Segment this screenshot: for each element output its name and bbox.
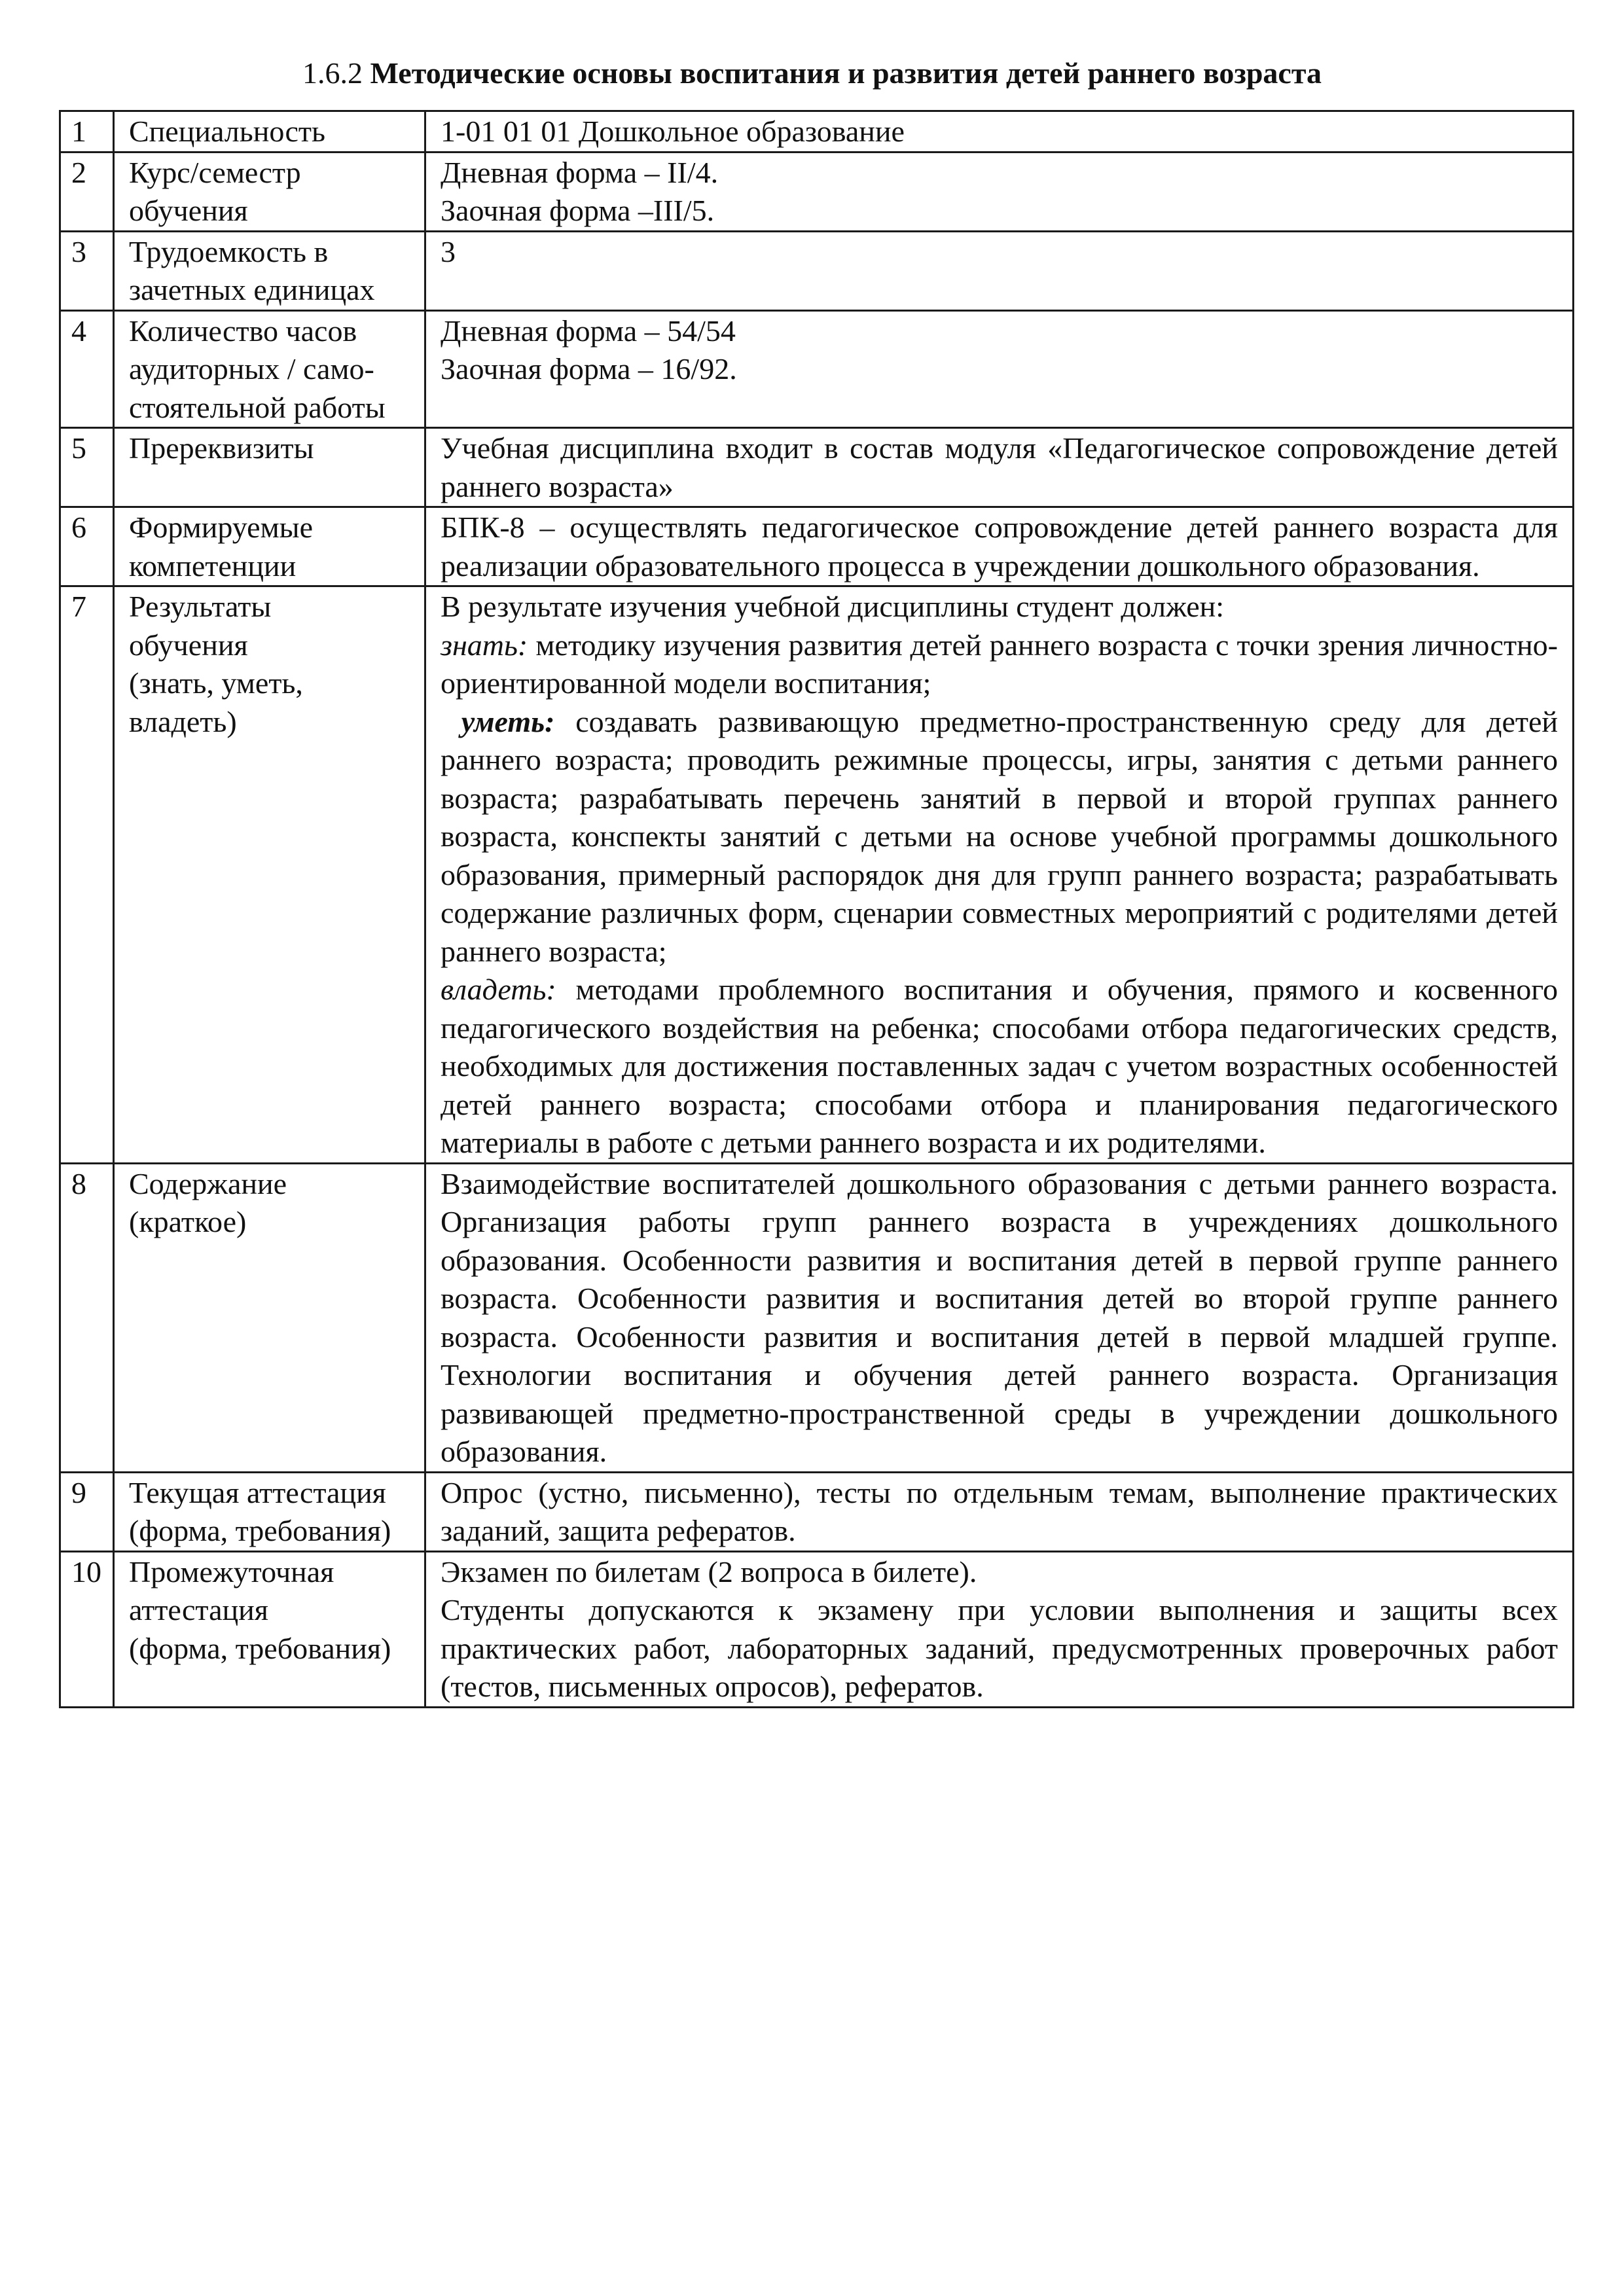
table-row — [60, 507, 1574, 586]
row-value: Дневная форма – 54/54 Заочная форма – 16/92. — [425, 310, 1574, 428]
row-label: Текущая аттестация (форма, требования) — [114, 1472, 425, 1551]
table-row — [60, 586, 1574, 1164]
table-row — [60, 310, 1574, 428]
table-row — [60, 231, 1574, 310]
row-number: 7 — [60, 586, 114, 1164]
own-label: владеть: — [441, 973, 556, 1006]
results-know: знать: методику изучения развития детей раннего возраста с точки зрения личностно-ориентированной модели воспитания; — [441, 628, 1558, 700]
row-label: Специальность — [114, 111, 425, 152]
row-number: 3 — [60, 231, 114, 310]
section-title: Методические основы воспитания и развития детей раннего возраста — [370, 56, 1322, 90]
row-value: Взаимодействие воспитателей дошкольного образования с детьми раннего возраста. Организация работы групп раннего возраста в учреждениях дошкольного образования. Особенности развития и воспитания детей в первой группе раннего возраста. Особенности развития и воспитания детей во второй группе раннего возраста. Особенности развития и воспитания детей в первой младшей группе. Технологии воспитания и обучения детей раннего возраста. Организация развивающей предметно-пространственной среды в учреждении дошкольного образования. — [425, 1163, 1574, 1472]
table-row — [60, 1472, 1574, 1551]
row-label: Содержание (краткое) — [114, 1163, 425, 1472]
row-number: 5 — [60, 428, 114, 507]
results-own: владеть: методами проблемного воспитания и обучения, прямого и косвенного педагогического воздействия на ребенка; способами отбора педагогических средств, необходимых для достижения поставленных задач с учетом возрастных особенностей детей раннего возраста; способами отбора и планирования педагогического материалы в работе с детьми раннего возраста и их родителями. — [441, 973, 1558, 1159]
row-number: 9 — [60, 1472, 114, 1551]
row-label: Промежуточная аттестация (форма, требования) — [114, 1551, 425, 1707]
row-label: Курс/семестр обучения — [114, 152, 425, 231]
row-number: 8 — [60, 1163, 114, 1472]
row-value: Экзамен по билетам (2 вопроса в билете). Студенты допускаются к экзамену при условии выполнения и защиты всех практических работ, лабораторных заданий, предусмотренных проверочных работ (тестов, письменных опросов), рефератов. — [425, 1551, 1574, 1707]
row-number: 10 — [60, 1551, 114, 1707]
row-number: 1 — [60, 111, 114, 152]
row-number: 2 — [60, 152, 114, 231]
row-label: Пререквизиты — [114, 428, 425, 507]
row-label: Трудоемкость в зачетных единицах — [114, 231, 425, 310]
table-row — [60, 428, 1574, 507]
results-can: уметь: создавать развивающую предметно-пространственную среду для детей раннего возраста; проводить режимные процессы, игры, занятия с детьми раннего возраста; разрабатывать перечень занятий в первой и второй группах раннего возраста, конспекты занятий с детьми на основе учебной программы дошкольного образования, примерный распорядок дня для групп раннего возраста; разрабатывать содержание различных форм, сценарии совместных мероприятий с родителями детей раннего возраста; — [441, 704, 1558, 968]
row-value: Опрос (устно, письменно), тесты по отдельным темам, выполнение практических заданий, защита рефератов. — [425, 1472, 1574, 1551]
row-value: Дневная форма – II/4. Заочная форма –III/5. — [425, 152, 1574, 231]
row-label: Результаты обучения (знать, уметь, владеть) — [114, 586, 425, 1164]
row-value: 1-01 01 01 Дошкольное образование — [425, 111, 1574, 152]
can-label: уметь: — [461, 704, 555, 738]
results-intro: В результате изучения учебной дисциплины студент должен: — [441, 590, 1225, 623]
row-value — [425, 586, 1574, 1164]
row-value: Учебная дисциплина входит в состав модуля «Педагогическое сопровождение детей раннего возраста» — [425, 428, 1574, 507]
page-title — [0, 54, 1624, 93]
know-label: знать: — [441, 628, 528, 662]
row-label: Количество часов аудиторных / само- стоятельной работы — [114, 310, 425, 428]
row-value: БПК-8 – осуществлять педагогическое сопровождение детей раннего возраста для реализации образовательного процесса в учреждении дошкольного образования. — [425, 507, 1574, 586]
table-row — [60, 1163, 1574, 1472]
row-number: 4 — [60, 310, 114, 428]
section-number: 1.6.2 — [302, 56, 363, 90]
row-value: 3 — [425, 231, 1574, 310]
row-number: 6 — [60, 507, 114, 586]
table-row — [60, 111, 1574, 152]
row-label: Формируемые компетенции — [114, 507, 425, 586]
table-row — [60, 152, 1574, 231]
discipline-info-table — [59, 110, 1574, 1708]
table-row — [60, 1551, 1574, 1707]
